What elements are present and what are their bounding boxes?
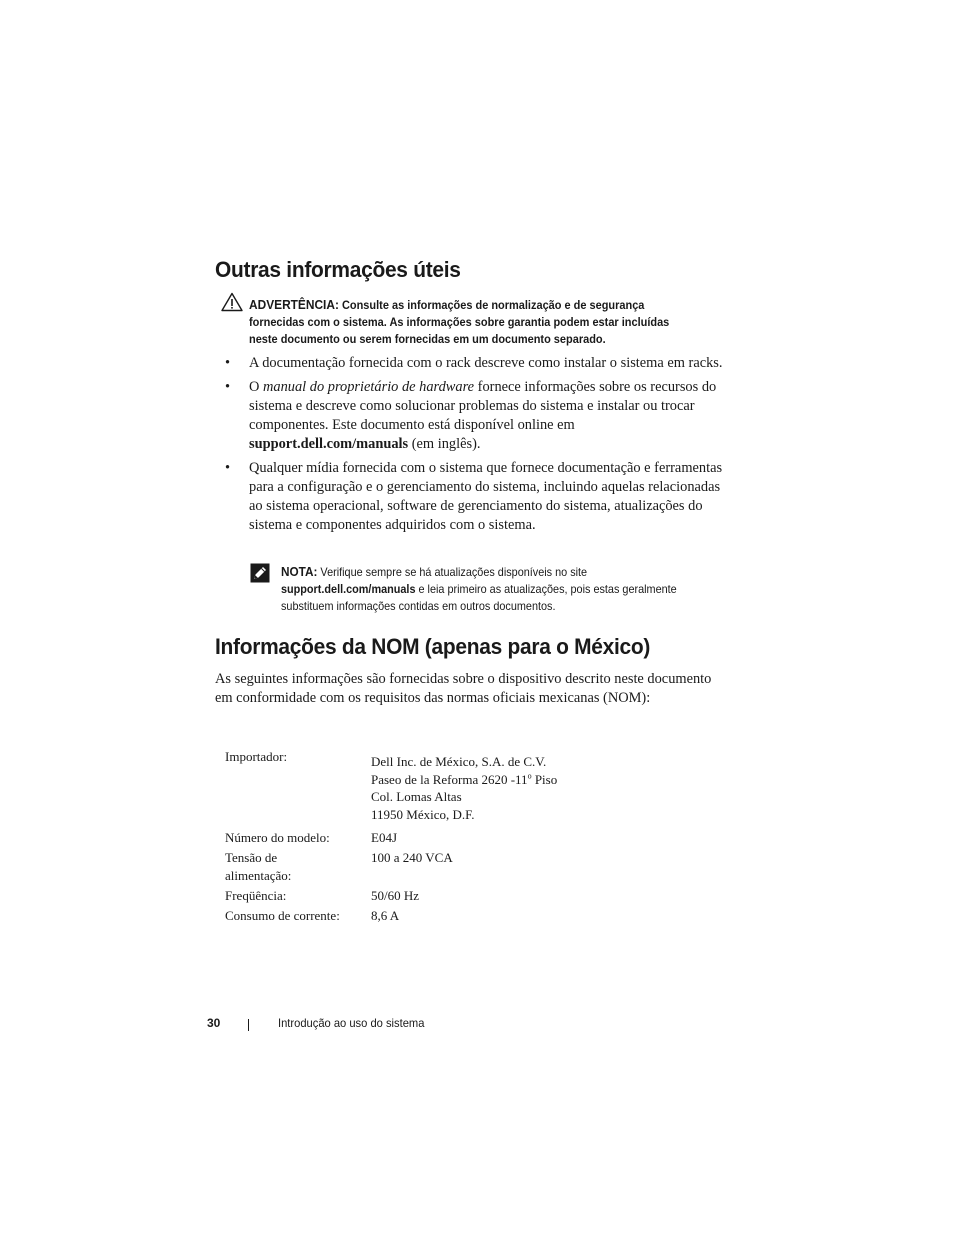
list-item: • O manual do proprietário de hardware fornece informações sobre os recursos do sistema e descreve como solucionar problemas do sistema e instalar ou trocar componentes. Este documento está disponível online em support.dell.com/manuals (em inglês). xyxy=(225,379,717,452)
model-label: Número do modelo: xyxy=(225,830,330,845)
section-title-nom: Informações da NOM (apenas para o México) xyxy=(215,634,651,659)
frequency-value: 50/60 Hz xyxy=(371,888,420,903)
importer-line: Col. Lomas Altas xyxy=(371,789,462,804)
info-bullet-list xyxy=(215,354,725,540)
note-label: NOTA: xyxy=(281,564,318,579)
note-block xyxy=(281,563,713,615)
bullet-text: O xyxy=(249,379,263,395)
bullet-text: A documentação fornecida com o rack descreve como instalar o sistema em racks. xyxy=(249,355,723,371)
footer-separator xyxy=(248,1019,249,1031)
importer-line: 11950 México, D.F. xyxy=(371,806,475,822)
note-pencil-icon xyxy=(250,563,270,583)
manual-title: manual do proprietário de hardware xyxy=(263,379,475,395)
note-text: e leia primeiro as atualizações, pois estas geralmente substituem informações contidas em outros documentos. xyxy=(281,582,677,613)
warning-triangle-icon xyxy=(221,292,243,312)
bullet-text: fornece informações sobre os recursos do sistema e descreve como solucionar problemas do sistema e instalar ou trocar componentes. Este documento está disponível online em xyxy=(249,379,717,433)
importer-line: Dell Inc. de México, S.A. de C.V. xyxy=(371,754,547,769)
voltage-value: 100 a 240 VCA xyxy=(371,850,453,865)
importer-value xyxy=(371,753,557,823)
support-link[interactable]: support.dell.com/manuals xyxy=(249,436,409,452)
warning-label: ADVERTÊNCIA: xyxy=(249,297,339,312)
bullet-text: (em inglês). xyxy=(408,436,481,452)
importer-label: Importador: xyxy=(225,749,288,764)
voltage-label: Tensão de alimentação: xyxy=(225,850,292,883)
frequency-label: Freqüência: xyxy=(225,888,287,903)
section-title-other-info: Outras informações úteis xyxy=(215,257,461,282)
note-text: Verifique sempre se há atualizações disponíveis no site xyxy=(320,565,588,579)
support-link[interactable]: support.dell.com/manuals xyxy=(281,582,416,596)
bullet-text: Qualquer mídia fornecida com o sistema que fornece documentação e ferramentas para a configuração e o gerenciamento do sistema, incluindo aquelas relacionadas ao sistema operacional, software de gerenciamento do sistema, atualizações do sistema e componentes adquiridos com o sistema. xyxy=(249,460,723,533)
list-item: • Qualquer mídia fornecida com o sistema que fornece documentação e ferramentas para a configuração e o gerenciamento do sistema, incluindo aquelas relacionadas ao sistema operacional, software de gerenciamento do sistema, atualizações do sistema e componentes adquiridos com o sistema. xyxy=(225,460,723,533)
importer-line: Paseo de la Reforma 2620 -11$^o$ Piso xyxy=(371,771,558,787)
warning-text: Consulte as informações de normalização e de segurança fornecidas com o sistema. As informações sobre garantia podem estar incluídas neste documento ou serem fornecidas em um documento separado. xyxy=(249,298,670,346)
current-label: Consumo de corrente: xyxy=(225,908,340,923)
page-number: 30 xyxy=(207,1016,221,1030)
footer-title: Introdução ao uso do sistema xyxy=(278,1016,425,1030)
nom-intro: As seguintes informações são fornecidas sobre o dispositivo descrito neste documento em conformidade com os requisitos das normas oficiais mexicanas (NOM): xyxy=(215,671,712,706)
current-value: 8,6 A xyxy=(371,908,400,923)
list-item: • A documentação fornecida com o rack descreve como instalar o sistema em racks. xyxy=(225,355,723,371)
warning-block xyxy=(249,296,695,348)
model-value: E04J xyxy=(371,830,397,845)
